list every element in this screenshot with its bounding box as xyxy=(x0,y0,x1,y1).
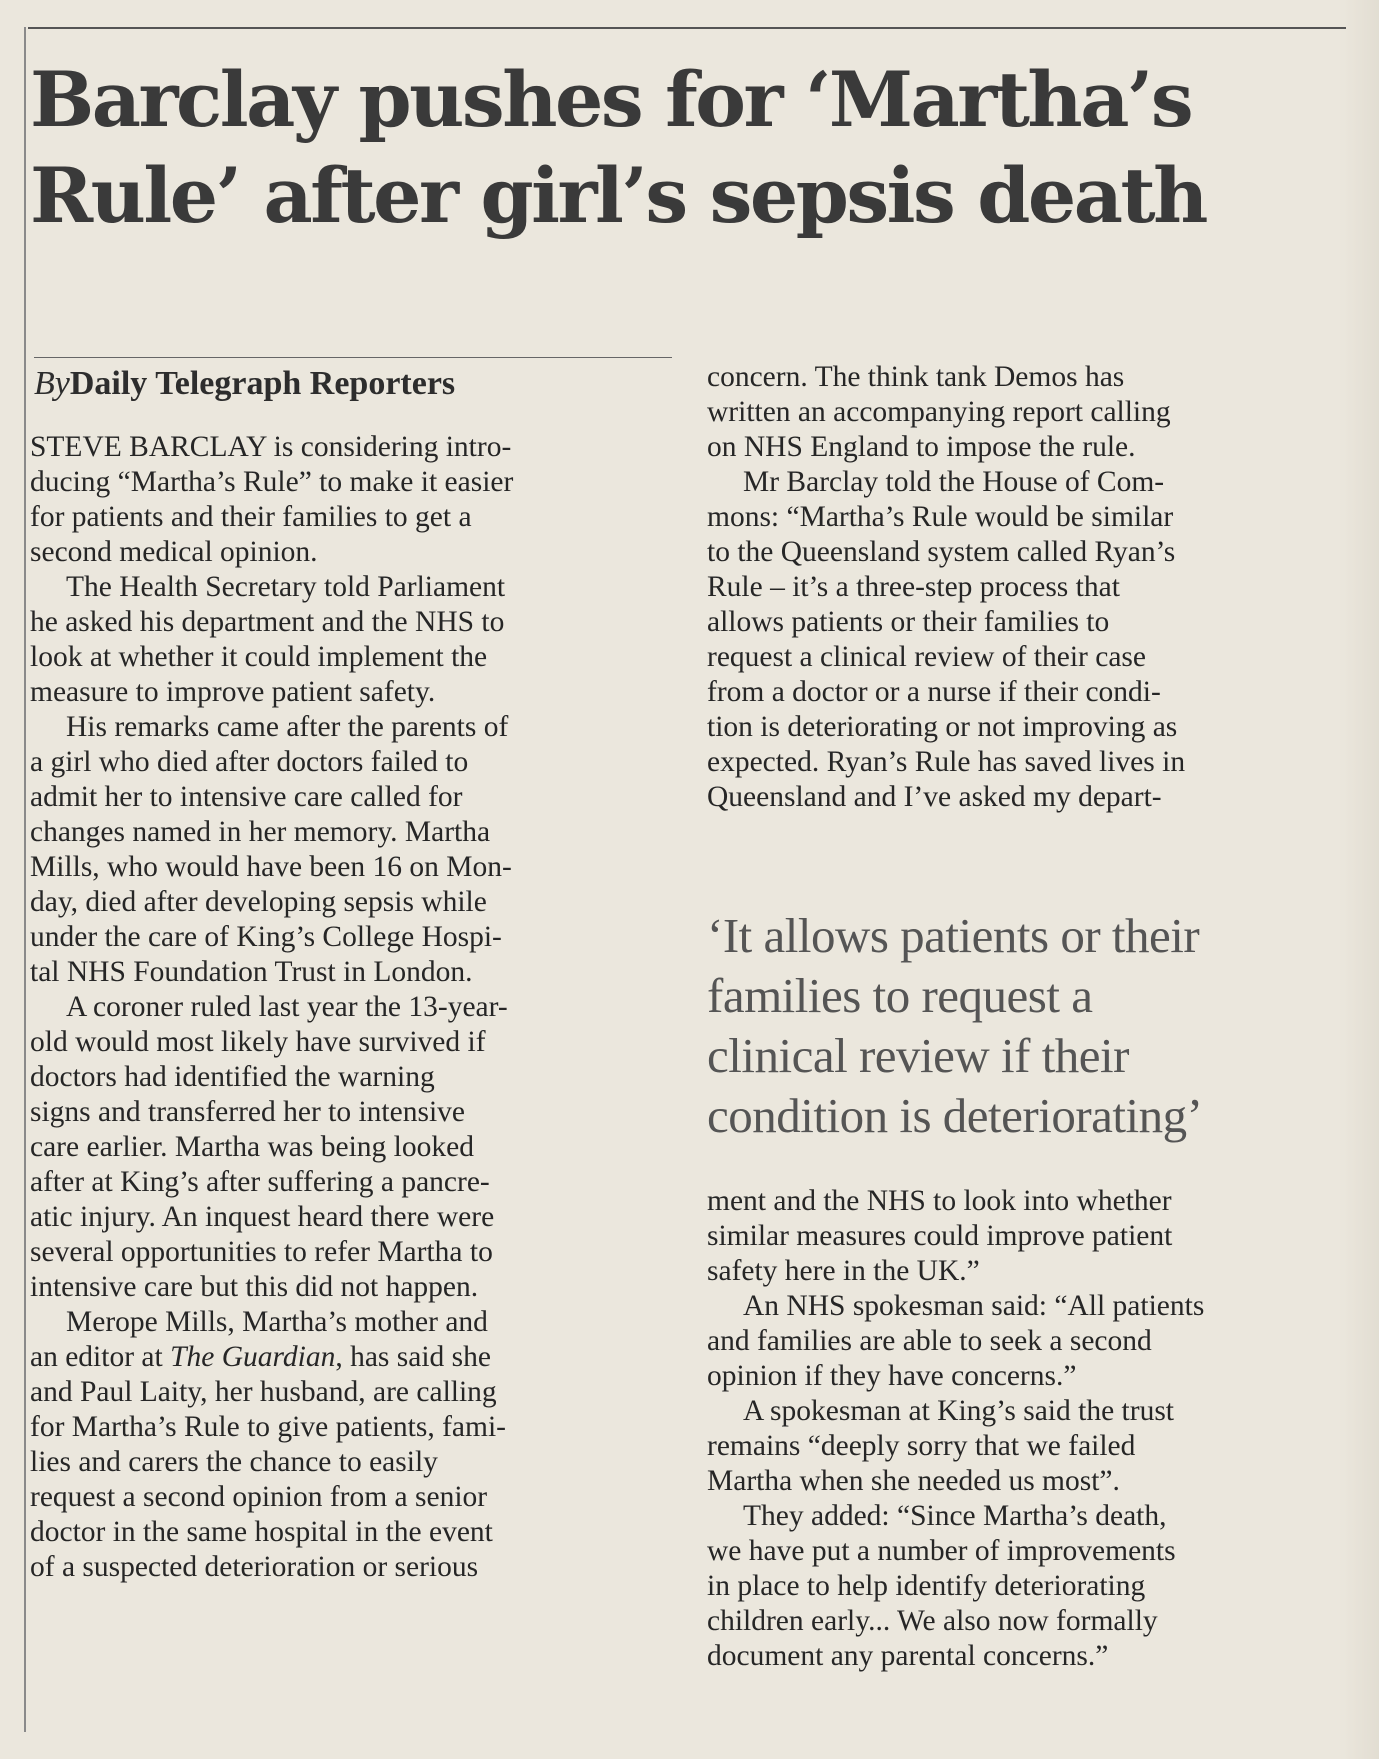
text-line-content: document any parental concerns.” xyxy=(707,1640,1109,1672)
text-line xyxy=(30,920,670,955)
pull-quote-line xyxy=(707,1086,1347,1146)
article-column-right-bottom xyxy=(707,1184,1347,1674)
text-line xyxy=(30,1305,670,1340)
text-line-content: Mills, who would have been 16 on Mon- xyxy=(30,851,512,883)
pull-quote-line xyxy=(707,906,1347,966)
text-line xyxy=(707,465,1347,500)
text-line xyxy=(30,675,670,710)
text-line-content: ment and the NHS to look into whether xyxy=(707,1185,1172,1217)
text-line xyxy=(30,1515,670,1550)
text-line xyxy=(30,1340,670,1375)
text-line-content: for patients and their families to get a xyxy=(30,501,472,533)
text-line-content: under the care of King’s College Hospi- xyxy=(30,921,502,953)
text-line xyxy=(30,815,670,850)
text-line xyxy=(30,885,670,920)
text-line-content: doctors had identified the warning xyxy=(30,1061,435,1093)
text-line xyxy=(30,1550,670,1585)
text-line xyxy=(30,500,670,535)
text-line xyxy=(707,1184,1347,1219)
text-line xyxy=(30,465,670,500)
text-line-content: and Paul Laity, her husband, are calling xyxy=(30,1376,497,1408)
text-line-content: opinion if they have concerns.” xyxy=(707,1360,1077,1392)
text-line-content: ducing “Martha’s Rule” to make it easier xyxy=(30,466,514,498)
text-line xyxy=(707,1324,1347,1359)
top-rule xyxy=(28,27,1346,29)
text-line xyxy=(30,1445,670,1480)
text-line xyxy=(30,1095,670,1130)
text-line xyxy=(707,1254,1347,1289)
text-line xyxy=(30,430,670,465)
text-line-content: doctor in the same hospital in the event xyxy=(30,1516,493,1548)
text-line xyxy=(30,1375,670,1410)
text-line-content: to the Queensland system called Ryan’s xyxy=(707,536,1176,568)
text-line xyxy=(707,395,1347,430)
text-line-content: An NHS spokesman said: “All patients xyxy=(743,1290,1205,1322)
text-line-content: STEVE BARCLAY is considering intro- xyxy=(30,431,512,463)
text-line-content: written an accompanying report calling xyxy=(707,396,1171,428)
text-line-content: atic injury. An inquest heard there were xyxy=(30,1201,495,1233)
text-line-content: Queensland and I’ve asked my depart- xyxy=(707,781,1162,813)
pull-quote xyxy=(707,906,1347,1146)
text-line xyxy=(707,605,1347,640)
text-line xyxy=(30,1200,670,1235)
text-line xyxy=(707,780,1347,815)
headline xyxy=(30,52,1350,244)
text-line xyxy=(707,360,1347,395)
text-line-content: request a clinical review of their case xyxy=(707,641,1146,673)
text-line xyxy=(30,1410,670,1445)
text-line-content: Rule – it’s a three-step process that xyxy=(707,571,1120,603)
text-line xyxy=(707,1394,1347,1429)
text-line-content: tal NHS Foundation Trust in London. xyxy=(30,956,473,988)
text-line xyxy=(707,1359,1347,1394)
text-line xyxy=(30,640,670,675)
text-line xyxy=(30,1060,670,1095)
text-line-content: look at whether it could implement the xyxy=(30,641,488,673)
pull-quote-line-content: ‘It allows patients or their xyxy=(707,908,1200,963)
text-line-content: of a suspected deterioration or serious xyxy=(30,1551,479,1583)
text-segment: , has said she xyxy=(335,1341,492,1373)
text-line-content: day, died after developing sepsis while xyxy=(30,886,487,918)
article-column-left xyxy=(30,430,670,1585)
text-line xyxy=(707,1464,1347,1499)
text-line-content: and families are able to seek a second xyxy=(707,1325,1152,1357)
text-line-content: The Health Secretary told Parliament xyxy=(66,571,506,603)
text-line-content: on NHS England to impose the rule. xyxy=(707,431,1136,463)
text-line-content: safety here in the UK.” xyxy=(707,1255,980,1287)
text-line-content: similar measures could improve patient xyxy=(707,1220,1173,1252)
text-line-content: we have put a number of improvements xyxy=(707,1535,1176,1567)
pull-quote-line xyxy=(707,1026,1347,1086)
text-line xyxy=(707,535,1347,570)
text-line-content: lies and carers the chance to easily xyxy=(30,1446,438,1478)
pull-quote-line-content: clinical review if their xyxy=(707,1028,1129,1083)
text-line-content: allows patients or their families to xyxy=(707,606,1110,638)
text-line-content: Merope Mills, Martha’s mother and xyxy=(66,1306,488,1338)
pull-quote-line xyxy=(707,966,1347,1026)
text-line xyxy=(30,850,670,885)
text-line-content: changes named in her memory. Martha xyxy=(30,816,491,848)
text-line xyxy=(30,710,670,745)
headline-line: Rule’ after girl’s sepsis death xyxy=(30,151,1206,240)
text-line-content: in place to help identify deteriorating xyxy=(707,1570,1146,1602)
text-line-content: from a doctor or a nurse if their condi- xyxy=(707,676,1161,708)
text-line xyxy=(30,1480,670,1515)
text-line-content: request a second opinion from a senior xyxy=(30,1481,488,1513)
text-line-content: intensive care but this did not happen. xyxy=(30,1271,479,1303)
text-line xyxy=(30,535,670,570)
pull-quote-line-content: families to request a xyxy=(707,968,1093,1023)
text-line-content: Mr Barclay told the House of Com- xyxy=(743,466,1165,498)
text-line-content: he asked his department and the NHS to xyxy=(30,606,505,638)
text-line xyxy=(707,430,1347,465)
text-line-content: expected. Ryan’s Rule has saved lives in xyxy=(707,746,1186,778)
text-line-content: His remarks came after the parents of xyxy=(66,711,509,743)
text-line-content: second medical opinion. xyxy=(30,536,318,568)
left-rule xyxy=(24,27,26,1732)
text-line-content: concern. The think tank Demos has xyxy=(707,361,1125,393)
text-line xyxy=(30,990,670,1025)
text-line-content: tion is deteriorating or not improving as xyxy=(707,711,1178,743)
text-segment: an editor at xyxy=(30,1341,171,1373)
text-line-content: children early... We also now formally xyxy=(707,1605,1158,1637)
text-line-content: a girl who died after doctors failed to xyxy=(30,746,469,778)
text-line xyxy=(707,675,1347,710)
text-line xyxy=(707,1289,1347,1324)
text-line xyxy=(30,1235,670,1270)
text-line xyxy=(30,745,670,780)
text-line-content: Martha when she needed us most”. xyxy=(707,1465,1120,1497)
article-column-right-top xyxy=(707,360,1347,815)
text-line xyxy=(30,605,670,640)
text-line xyxy=(30,780,670,815)
text-line xyxy=(30,955,670,990)
text-line xyxy=(30,570,670,605)
text-line-content: signs and transferred her to intensive xyxy=(30,1096,465,1128)
byline-prefix: By xyxy=(34,365,70,402)
pull-quote-line-content: condition is deteriorating’ xyxy=(707,1088,1203,1143)
text-line xyxy=(707,640,1347,675)
publication-name: The Guardian xyxy=(170,1341,336,1373)
text-line-content: mons: “Martha’s Rule would be similar xyxy=(707,501,1174,533)
text-line-content xyxy=(30,1341,491,1373)
text-line xyxy=(707,1499,1347,1534)
text-line-content: They added: “Since Martha’s death, xyxy=(743,1500,1167,1532)
text-line-content: old would most likely have survived if xyxy=(30,1026,486,1058)
text-line-content: after at King’s after suffering a pancre- xyxy=(30,1166,490,1198)
text-line-content: several opportunities to refer Martha to xyxy=(30,1236,493,1268)
text-line xyxy=(30,1025,670,1060)
text-line xyxy=(707,1219,1347,1254)
text-line xyxy=(30,1165,670,1200)
headline-line: Barclay pushes for ‘Martha’s xyxy=(30,55,1192,144)
text-line xyxy=(30,1130,670,1165)
text-line-content: measure to improve patient safety. xyxy=(30,676,436,708)
text-line-content: for Martha’s Rule to give patients, fami- xyxy=(30,1411,506,1443)
text-line-content: admit her to intensive care called for xyxy=(30,781,463,813)
text-line-content: care earlier. Martha was being looked xyxy=(30,1131,474,1163)
text-line xyxy=(707,500,1347,535)
text-line xyxy=(707,710,1347,745)
byline xyxy=(34,364,455,404)
byline-name: Daily Telegraph Reporters xyxy=(69,365,456,402)
text-line xyxy=(707,1569,1347,1604)
text-line xyxy=(707,1429,1347,1464)
byline-rule xyxy=(34,357,672,358)
text-line-content: remains “deeply sorry that we failed xyxy=(707,1430,1136,1462)
text-line xyxy=(707,570,1347,605)
text-line xyxy=(707,1534,1347,1569)
text-line xyxy=(707,745,1347,780)
text-line xyxy=(707,1639,1347,1674)
text-line xyxy=(707,1604,1347,1639)
text-line-content: A coroner ruled last year the 13-year- xyxy=(66,991,508,1023)
text-line-content: A spokesman at King’s said the trust xyxy=(743,1395,1174,1427)
text-line xyxy=(30,1270,670,1305)
